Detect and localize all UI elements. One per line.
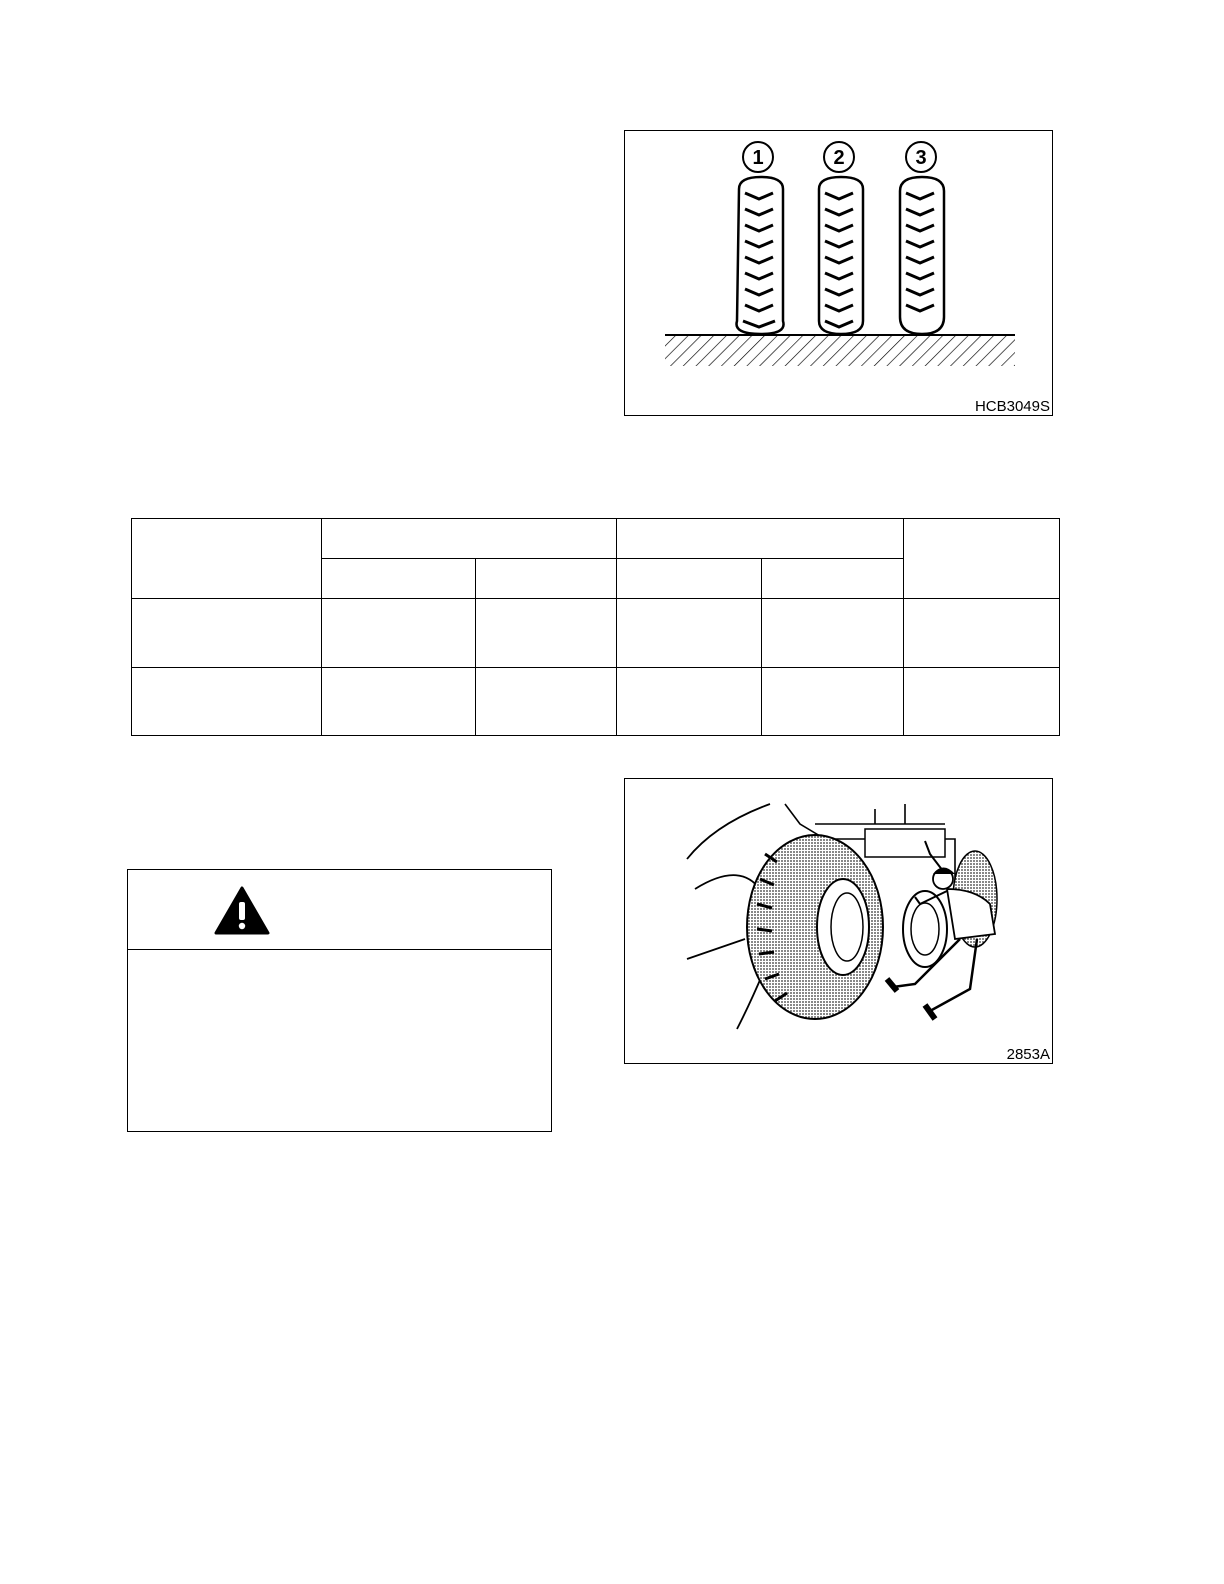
figure-code: HCB3049S xyxy=(974,398,1050,415)
tire-correct xyxy=(819,177,863,334)
table-header-cell xyxy=(322,519,617,559)
table-cell xyxy=(476,599,617,667)
tire-underinflated xyxy=(737,177,784,334)
table-cell xyxy=(322,667,476,735)
callout-3 xyxy=(906,142,936,172)
table-cell xyxy=(762,599,904,667)
tire-inflation-figure xyxy=(624,130,1053,416)
tire-illustration xyxy=(625,131,1051,414)
callout-2 xyxy=(824,142,854,172)
table-cell xyxy=(904,599,1060,667)
table-row xyxy=(132,599,1060,667)
table-cell xyxy=(617,667,762,735)
table-header-cell xyxy=(617,519,904,559)
table-subheader-cell xyxy=(617,559,762,599)
loose-tire xyxy=(747,835,883,1019)
table-cell xyxy=(762,667,904,735)
table-cell xyxy=(132,667,322,735)
tire-overinflated xyxy=(900,177,944,334)
wheel-service-figure xyxy=(624,778,1053,1064)
table-cell xyxy=(322,599,476,667)
ground-hatch xyxy=(665,336,1015,366)
callout-1 xyxy=(743,142,773,172)
warning-box xyxy=(127,869,552,1132)
table-cell xyxy=(132,599,322,667)
callout-1-label: 1 xyxy=(752,147,764,169)
table-row xyxy=(132,667,1060,735)
table-cell xyxy=(904,667,1060,735)
table-subheader-cell xyxy=(322,559,476,599)
callout-3-label: 3 xyxy=(915,147,927,169)
warning-header xyxy=(128,870,551,950)
table-subheader-cell xyxy=(476,559,617,599)
table-subheader-cell xyxy=(762,559,904,599)
warning-triangle-icon xyxy=(214,886,270,936)
wheel-service-illustration xyxy=(625,779,1051,1062)
tire-pressure-table xyxy=(131,518,1060,736)
table-header-cell xyxy=(132,519,322,599)
callout-2-label: 2 xyxy=(833,147,845,169)
table-cell xyxy=(476,667,617,735)
table-header-cell xyxy=(904,519,1060,599)
table-cell xyxy=(617,599,762,667)
figure-code: 2853A xyxy=(1006,1046,1050,1063)
